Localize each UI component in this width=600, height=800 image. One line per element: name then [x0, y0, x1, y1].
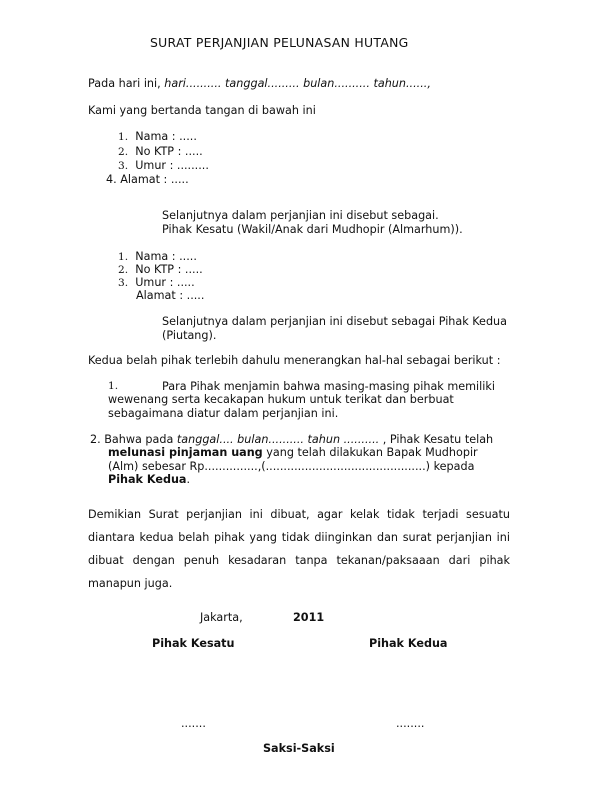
party2-address: Alamat : ..... — [136, 289, 205, 302]
signature-label-first-party: Pihak Kesatu — [152, 637, 235, 650]
party1-address: 4. Alamat : ..... — [106, 173, 189, 186]
point1-text: Para Pihak menjamin bahwa masing-masing pihak memiliki — [162, 380, 495, 393]
party1-description: Selanjutnya dalam perjanjian ini disebut sebagai. — [162, 209, 439, 222]
document-title: SURAT PERJANJIAN PELUNASAN HUTANG — [150, 35, 409, 50]
party1-description: Pihak Kesatu (Wakil/Anak dari Mudhopir (Almarhum)). — [162, 223, 463, 236]
party2-item: 3. Umur : ..... — [118, 276, 195, 289]
party2-description: (Piutang). — [162, 329, 217, 342]
point1-number: 1. — [108, 380, 119, 392]
party1-item: 3. Umur : ......... — [118, 159, 209, 172]
point1-text: sebagaimana diatur dalam perjanjian ini. — [108, 407, 339, 420]
party2-description: Selanjutnya dalam perjanjian ini disebut sebagai Pihak Kedua — [162, 315, 507, 328]
point2-line: melunasi pinjaman uang yang telah dilakukan Bapak Mudhopir — [108, 446, 478, 459]
closing-paragraph: Demikian Surat perjanjian ini dibuat, agar kelak tidak terjadi sesuatu diantara kedua belah pihak yang tidak diinginkan dan surat perjanjian ini dibuat dengan penuh kesadaran tanpa tekanan/paksaaan dari pihak manapun juga. — [88, 508, 510, 590]
signature-label-second-party: Pihak Kedua — [369, 637, 448, 650]
party2-item: 1. Nama : ..... — [118, 250, 197, 263]
party2-item: 2. No KTP : ..... — [118, 263, 203, 276]
opening-line: Pada hari ini, hari.......... tanggal......... bulan.......... tahun......, — [88, 77, 431, 90]
signing-year: 2011 — [293, 611, 325, 624]
party1-item: 2. No KTP : ..... — [118, 145, 203, 158]
signature-line-first-party: ....... — [181, 717, 206, 730]
point2-line: 2. Bahwa pada tanggal.... bulan.......... tahun .......... , Pihak Kesatu telah — [90, 433, 494, 446]
point2-line: Pihak Kedua. — [108, 473, 191, 486]
point2-line: (Alm) sebesar Rp...............,(.............................................) kepada — [108, 460, 475, 473]
signature-line-second-party: ........ — [396, 717, 425, 730]
signing-place: Jakarta, — [200, 611, 243, 624]
party1-item: 1. Nama : ..... — [118, 130, 197, 143]
undersigned-line: Kami yang bertanda tangan di bawah ini — [88, 104, 316, 117]
point1-text: wewenang serta kecakapan hukum untuk terikat dan berbuat — [108, 393, 454, 406]
statement-intro: Kedua belah pihak terlebih dahulu menerangkan hal-hal sebagai berikut : — [88, 354, 501, 367]
witnesses-heading: Saksi-Saksi — [263, 742, 335, 755]
